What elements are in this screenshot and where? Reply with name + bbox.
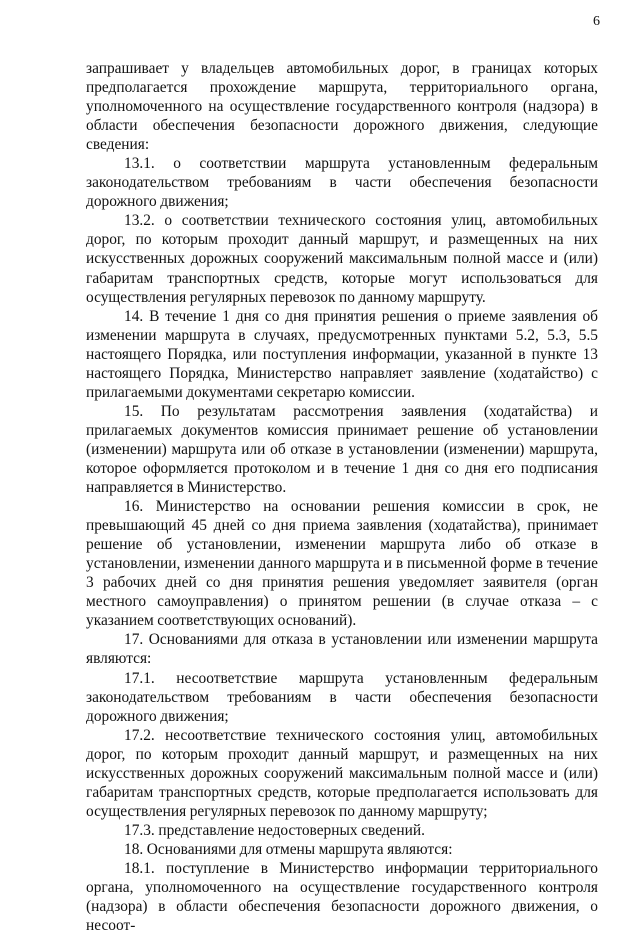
paragraph-13-1: 13.1. о соответствии маршрута установленным федеральным законодательством требованиям в части обеспечения безопасности дорожного движения; [86,155,598,211]
paragraph-14: 14. В течение 1 дня со дня принятия решения о приеме заявления об изменении маршрута в случаях, предусмотренных пунктами 5.2, 5.3, 5.5 настоящего Порядка, или поступления информации, указанной в пункте 13 настоящего Порядка, Министерство направляет заявление (ходатайство) с прилагаемыми документами секретарю комиссии. [86,307,598,401]
paragraph-17: 17. Основаниями для отказа в установлении или изменении маршрута являются: [86,631,598,668]
paragraph-17-3: 17.3. представление недостоверных сведений. [124,821,425,839]
paragraph-13-2: 13.2. о соответствии технического состояния улиц, автомобильных дорог, по которым проходит данный маршрут, и размещенных на них искусственных дорожных сооружений максимальным полной массе и (или) габаритам транспортных средств, которые могут использоваться для осуществления регулярных перевозок по данному маршруту. [86,212,598,306]
paragraph-15: 15. По результатам рассмотрения заявления (ходатайства) и прилагаемых документов комиссия принимает решение об установлении (изменении) маршрута или об отказе в установлении (изменении) маршрута, которое оформляется протоколом и в течение 1 дня со дня его подписания направляется в Министерство. [86,402,598,497]
paragraph-17-2: 17.2. несоответствие технического состояния улиц, автомобильных дорог, по которым проходит данный маршрут, и размещенных на них искусственных дорожных сооружений максимальным полной массе и (или) габаритам транспортных средств, которые предполагается использовать для осуществления регулярных перевозок по данному маршруту; [86,726,598,820]
paragraph-16: 16. Министерство на основании решения комиссии в срок, не превышающий 45 дней со дня приема заявления (ходатайства), принимает решение об установлении, изменении маршрута либо об отказе в установлении, изменении данного маршрута и в письменной форме в течение 3 рабочих дней со дня принятия решения уведомляет заявителя (орган местного самоуправления) о принятом решении (в случае отказа – с указанием соответствующих оснований). [86,498,598,630]
paragraph-17-1: 17.1. несоответствие маршрута установленным федеральным законодательством требованиям в части обеспечения безопасности дорожного движения; [86,669,598,725]
paragraph-13-intro: запрашивает у владельцев автомобильных дорог, в границах которых предполагается прохождение маршрута, территориального органа, уполномоченного на осуществление государственного контроля (надзора) в области обеспечения безопасности дорожного движения, следующие сведения: [86,60,598,154]
paragraph-18-1: 18.1. поступление в Министерство информации территориального органа, уполномоченного на осуществление государственного контроля (надзора) в области обеспечения безопасности дорожного движения, о несоот- [86,859,598,935]
paragraph-18: 18. Основаниями для отмены маршрута являются: [124,840,453,858]
page-number: 6 [593,14,600,29]
document-body [86,59,598,935]
